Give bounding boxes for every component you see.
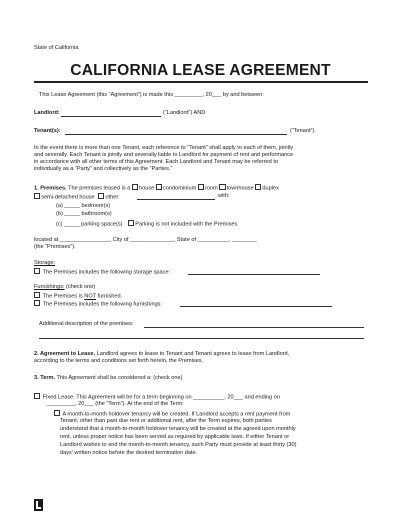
other-checkbox[interactable]	[98, 193, 104, 199]
premises-line	[34, 184, 279, 193]
not-furnished-pre: The Premises is	[42, 293, 85, 300]
storage-label: The Premises includes the following storage space:	[42, 269, 171, 276]
semi-detached-checkbox[interactable]	[34, 193, 40, 199]
state-label: State of California	[34, 45, 79, 51]
furnished-label: The Premises includes the following furnishings:	[42, 301, 163, 308]
storage-option	[34, 268, 170, 277]
furnishings-heading-line	[34, 284, 95, 291]
premises-lead: The premises leased is a	[68, 185, 131, 192]
intro-paragraph-line-4: individually as a “Party” and collectively as the “Parties.”	[34, 166, 173, 172]
premises-line-2	[34, 193, 120, 202]
not-furnished-not: NOT	[84, 293, 97, 300]
tenants-name-field[interactable]	[65, 134, 287, 135]
storage-heading: Storage:	[34, 260, 56, 266]
furnishings-heading: Furnishings:	[34, 284, 65, 290]
storage-space-field[interactable]	[188, 274, 320, 275]
with-label: with:	[218, 193, 230, 199]
furnished-checkbox[interactable]	[34, 300, 40, 306]
townhouse-checkbox[interactable]	[219, 184, 225, 190]
agreement-text-1: Landlord agrees to lease to Tenant and Tenant agrees to lease from Landlord,	[96, 351, 290, 357]
other-type-field[interactable]	[137, 199, 215, 200]
not-furnished-post: furnished.	[96, 293, 123, 300]
tenants-label: Tenant(s):	[34, 128, 61, 134]
document-title: CALIFORNIA LEASE AGREEMENT	[70, 62, 331, 79]
additional-description-label: Additional description of the premises:	[39, 321, 134, 327]
title-rule	[34, 81, 368, 83]
duplex-checkbox[interactable]	[255, 184, 261, 190]
located-at-line: located at ________________, City of ______________, State of __________, ________	[34, 237, 257, 243]
furnishings-field[interactable]	[180, 306, 332, 307]
fixed-lease-text: Fixed Lease. This Agreement will be for a term beginning on __________, 20___ and ending on	[42, 394, 280, 401]
fixed-lease-text-2: _________, 20___ (the “Term”). At the end of the Term:	[47, 401, 184, 407]
agreement-line-2: according to the terms and conditions set forth herein, the Premises.	[34, 358, 204, 364]
house-checkbox[interactable]	[132, 184, 138, 190]
month-to-month-line-3: understand that a month-to-month holdover tenancy will be created at the agreed upon monthly	[60, 426, 296, 432]
bathrooms-item: (b) _____ bathroom(s)	[56, 211, 112, 217]
bedrooms-item: (a) _____ bedroom(s)	[56, 203, 111, 209]
furnishings-check-one: (check one)	[66, 284, 96, 290]
month-to-month-line-2: Tenant, other than past due rent or additional rent, after the Term expires, both parties	[60, 418, 272, 424]
month-to-month-line-1: A month-to-month holdover tenancy will be created. If Landlord accepts a rent payment from	[62, 411, 291, 418]
room-checkbox[interactable]	[198, 184, 204, 190]
condominium-label: condominium	[163, 185, 197, 192]
intro-paragraph-line-1: In the event there is more than one Tenant, each reference to “Tenant” shall apply to each of them, jointly	[34, 145, 294, 151]
other-label: other:	[105, 194, 120, 201]
landlord-suffix: (“Landlord”) AND	[163, 110, 206, 116]
term-heading: 3. Term.	[34, 375, 56, 381]
fixed-lease-checkbox[interactable]	[34, 393, 40, 399]
house-label: house	[139, 185, 155, 192]
townhouse-label: townhouse	[226, 185, 254, 192]
parking-excluded-label: Parking is not included with the Premises	[135, 221, 238, 228]
parking-excluded-checkbox[interactable]	[128, 220, 134, 226]
landlord-name-field[interactable]	[61, 116, 161, 117]
intro-made-line: This Lease Agreement (this “Agreement”) is made this _________, 20___ by and between:	[39, 92, 264, 98]
condominium-checkbox[interactable]	[156, 184, 162, 190]
tenants-suffix: (“Tenant”).	[290, 128, 316, 134]
not-furnished-checkbox[interactable]	[34, 292, 40, 298]
term-lead: This Agreement shall be considered a: (check one)	[56, 375, 183, 381]
month-to-month-line-6: days’ written notice before the desired termination date.	[60, 450, 198, 456]
intro-paragraph-line-3: in accordance with all other terms of this Agreement. Each Landlord and Tenant may be referred to	[34, 159, 278, 165]
month-to-month-line-4: rent, unless proper notice has been served as required by applicable laws. If either Tenant or	[60, 434, 290, 440]
additional-description-field-2[interactable]	[39, 338, 364, 339]
term-line	[34, 375, 182, 382]
month-to-month-line-5: Landlord wishes to end the month-to-month tenancy, such Party must provide at least thirty (30)	[60, 442, 297, 448]
semi-detached-label: semi-detached house	[41, 194, 95, 201]
month-to-month-checkbox[interactable]	[54, 410, 60, 416]
landlord-label: Landlord:	[34, 110, 60, 116]
duplex-label: duplex	[262, 185, 279, 192]
lease-logo-icon	[34, 499, 43, 511]
parking-spaces-label: (c) _____ parking space(s)	[56, 221, 123, 228]
premises-heading: 1. Premises.	[34, 185, 67, 192]
premises-definition: (the “Premises”).	[34, 244, 76, 250]
storage-checkbox[interactable]	[34, 268, 40, 274]
room-label: room	[205, 185, 218, 192]
furnished-option	[34, 300, 162, 309]
parking-item	[56, 220, 237, 229]
additional-description-field-1[interactable]	[144, 327, 364, 328]
agreement-heading: 2. Agreement to Lease.	[34, 351, 96, 357]
intro-paragraph-line-2: and severally. Each Tenant is jointly and severally liable to Landlord for payment of rent and performance	[34, 152, 294, 158]
